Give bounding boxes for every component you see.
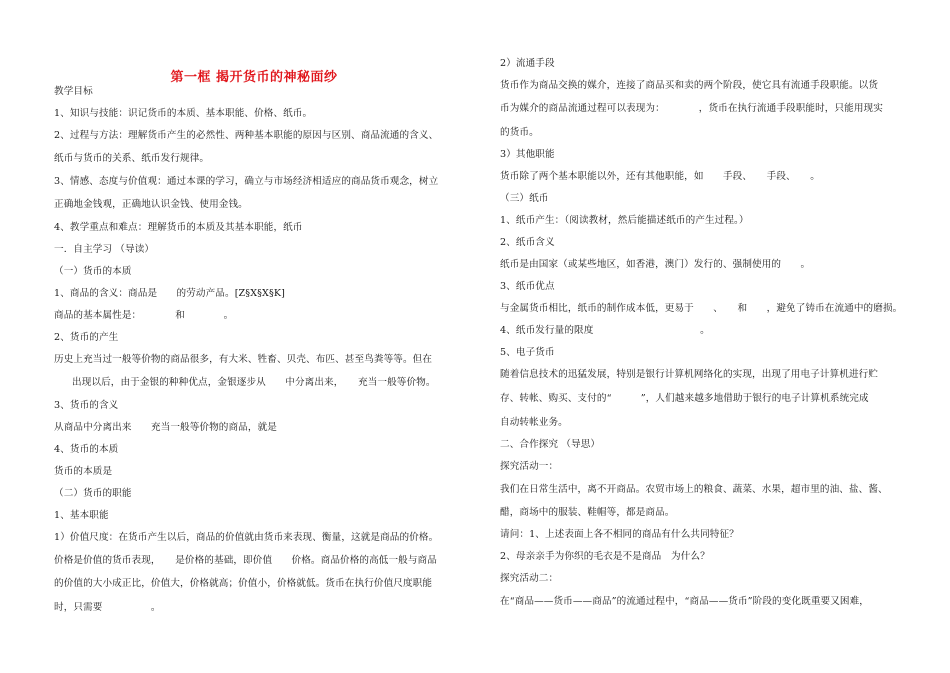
text-line: 一．自主学习 （导读） (54, 244, 155, 255)
document-title: 第一框 揭开货币的神秘面纱 (170, 70, 338, 85)
text-line: 3）其他职能 (500, 149, 555, 160)
text-line: 货币的本质是 (54, 466, 113, 477)
text-line: 2、母亲亲手为你织的毛衣是不是商品 为什么？ (500, 551, 710, 562)
text-line: 探究活动一： (500, 461, 559, 472)
text-line: 3、货币的含义 (54, 400, 119, 411)
text-line: 币为媒介的商品流通过程可以表现为： ，货币在执行流通手段职能时，只能用现实 (500, 103, 883, 114)
text-line: 探究活动二： (500, 573, 559, 584)
text-line: 醋，商场中的服装、鞋帽等，都是商品。 (500, 507, 675, 518)
text-line: 正确地金钱观，正确地认识金钱、使用金钱。 (54, 199, 248, 210)
text-line: 自动转帐业务。 (500, 417, 568, 428)
text-line: 商品的基本属性是： 和 。 (54, 310, 234, 321)
text-line: 2、过程与方法：理解货币产生的必然性、两种基本职能的原因与区别、商品流通的含义、 (54, 130, 439, 141)
text-line: 2、纸币含义 (500, 237, 555, 248)
text-line: 货币除了两个基本职能以外，还有其他职能，如 手段、 手段、 。 (500, 171, 820, 182)
text-line: 2、货币的产生 (54, 332, 119, 343)
text-line: （二）货币的职能 (54, 488, 132, 499)
text-line: 在“商品——货币——商品”的流通过程中，“商品——货币”阶段的变化既重要又困难， (500, 596, 869, 607)
text-line: 5、电子货币 (500, 347, 555, 358)
text-line: 1、商品的含义：商品是 的劳动产品。[Z§X§X§K] (54, 288, 285, 299)
text-line: 出现以后，由于金银的种种优点，金银逐步从 中分离出来， 充当一般等价物。 (72, 377, 436, 388)
text-line: 1、纸币产生：（阅读教材，然后能描述纸币的产生过程。） (500, 215, 749, 226)
text-line: 时，只需要 。 (54, 602, 161, 613)
text-line: 纸币与货币的关系、纸币发行规律。 (54, 153, 210, 164)
text-line: 二、合作探究 （导思） (500, 439, 601, 450)
text-line: 1、基本职能 (54, 510, 109, 521)
text-line: 教学目标 (54, 86, 93, 97)
text-line: 从商品中分离出来 充当一般等价物的商品，就是 (54, 422, 277, 433)
text-line: 我们在日常生活中，离不开商品。农贸市场上的粮食、蔬菜、水果，超市里的油、盐、酱、 (500, 484, 888, 495)
text-line: 1、知识与技能：识记货币的本质、基本职能、价格、纸币。 (54, 108, 313, 119)
text-line: 4、教学重点和难点：理解货币的本质及其基本职能，纸币 (54, 222, 303, 233)
text-line: 货币作为商品交换的媒介，连接了商品买和卖的两个阶段，使它具有流通手段职能。以货 (500, 80, 879, 91)
text-line: 的货币。 (500, 127, 539, 138)
text-line: 1）价值尺度：在货币产生以后，商品的价值就由货币来表现、衡量，这就是商品的价格。 (54, 532, 439, 543)
text-line: 2）流通手段 (500, 58, 555, 69)
text-line: 随着信息技术的迅猛发展，特别是银行计算机网络化的实现，出现了用电子计算机进行贮 (500, 369, 879, 380)
text-line: （三）纸币 (500, 193, 549, 204)
text-line: （一）货币的本质 (54, 266, 132, 277)
text-line: 3、情感、态度与价值观：通过本课的学习，确立与市场经济相适应的商品货币观念，树立 (54, 176, 439, 187)
text-line: 纸币是由国家（或某些地区，如香港，澳门）发行的、强制使用的 。 (500, 259, 811, 270)
text-line: 4、纸币发行量的限度 。 (500, 325, 710, 336)
text-line: 请问：1、上述表面上各不相同的商品有什么共同特征？ (500, 529, 739, 540)
text-line: 的价值的大小成正比，价值大，价格就高；价值小，价格就低。货币在执行价值尺度职能 (54, 578, 433, 589)
text-line: 价格是价值的货币表现， 是价格的基础，即价值 价格。商品价格的高低一般与商品 (54, 555, 437, 566)
text-line: 历史上充当过一般等价物的商品很多，有大米、牲畜、贝壳、布匹、甚至鸟粪等等。但在 (54, 354, 433, 365)
text-line: 4、货币的本质 (54, 444, 119, 455)
text-line: 3、纸币优点 (500, 281, 555, 292)
text-line: 存、转帐、购买、支付的“ ”，人们越来越多地借助于银行的电子计算机系统完成 (500, 393, 869, 404)
text-line: 与金属货币相比，纸币的制作成本低，更易于 、 和 ，避免了铸币在流通中的磨损。 (500, 303, 903, 314)
